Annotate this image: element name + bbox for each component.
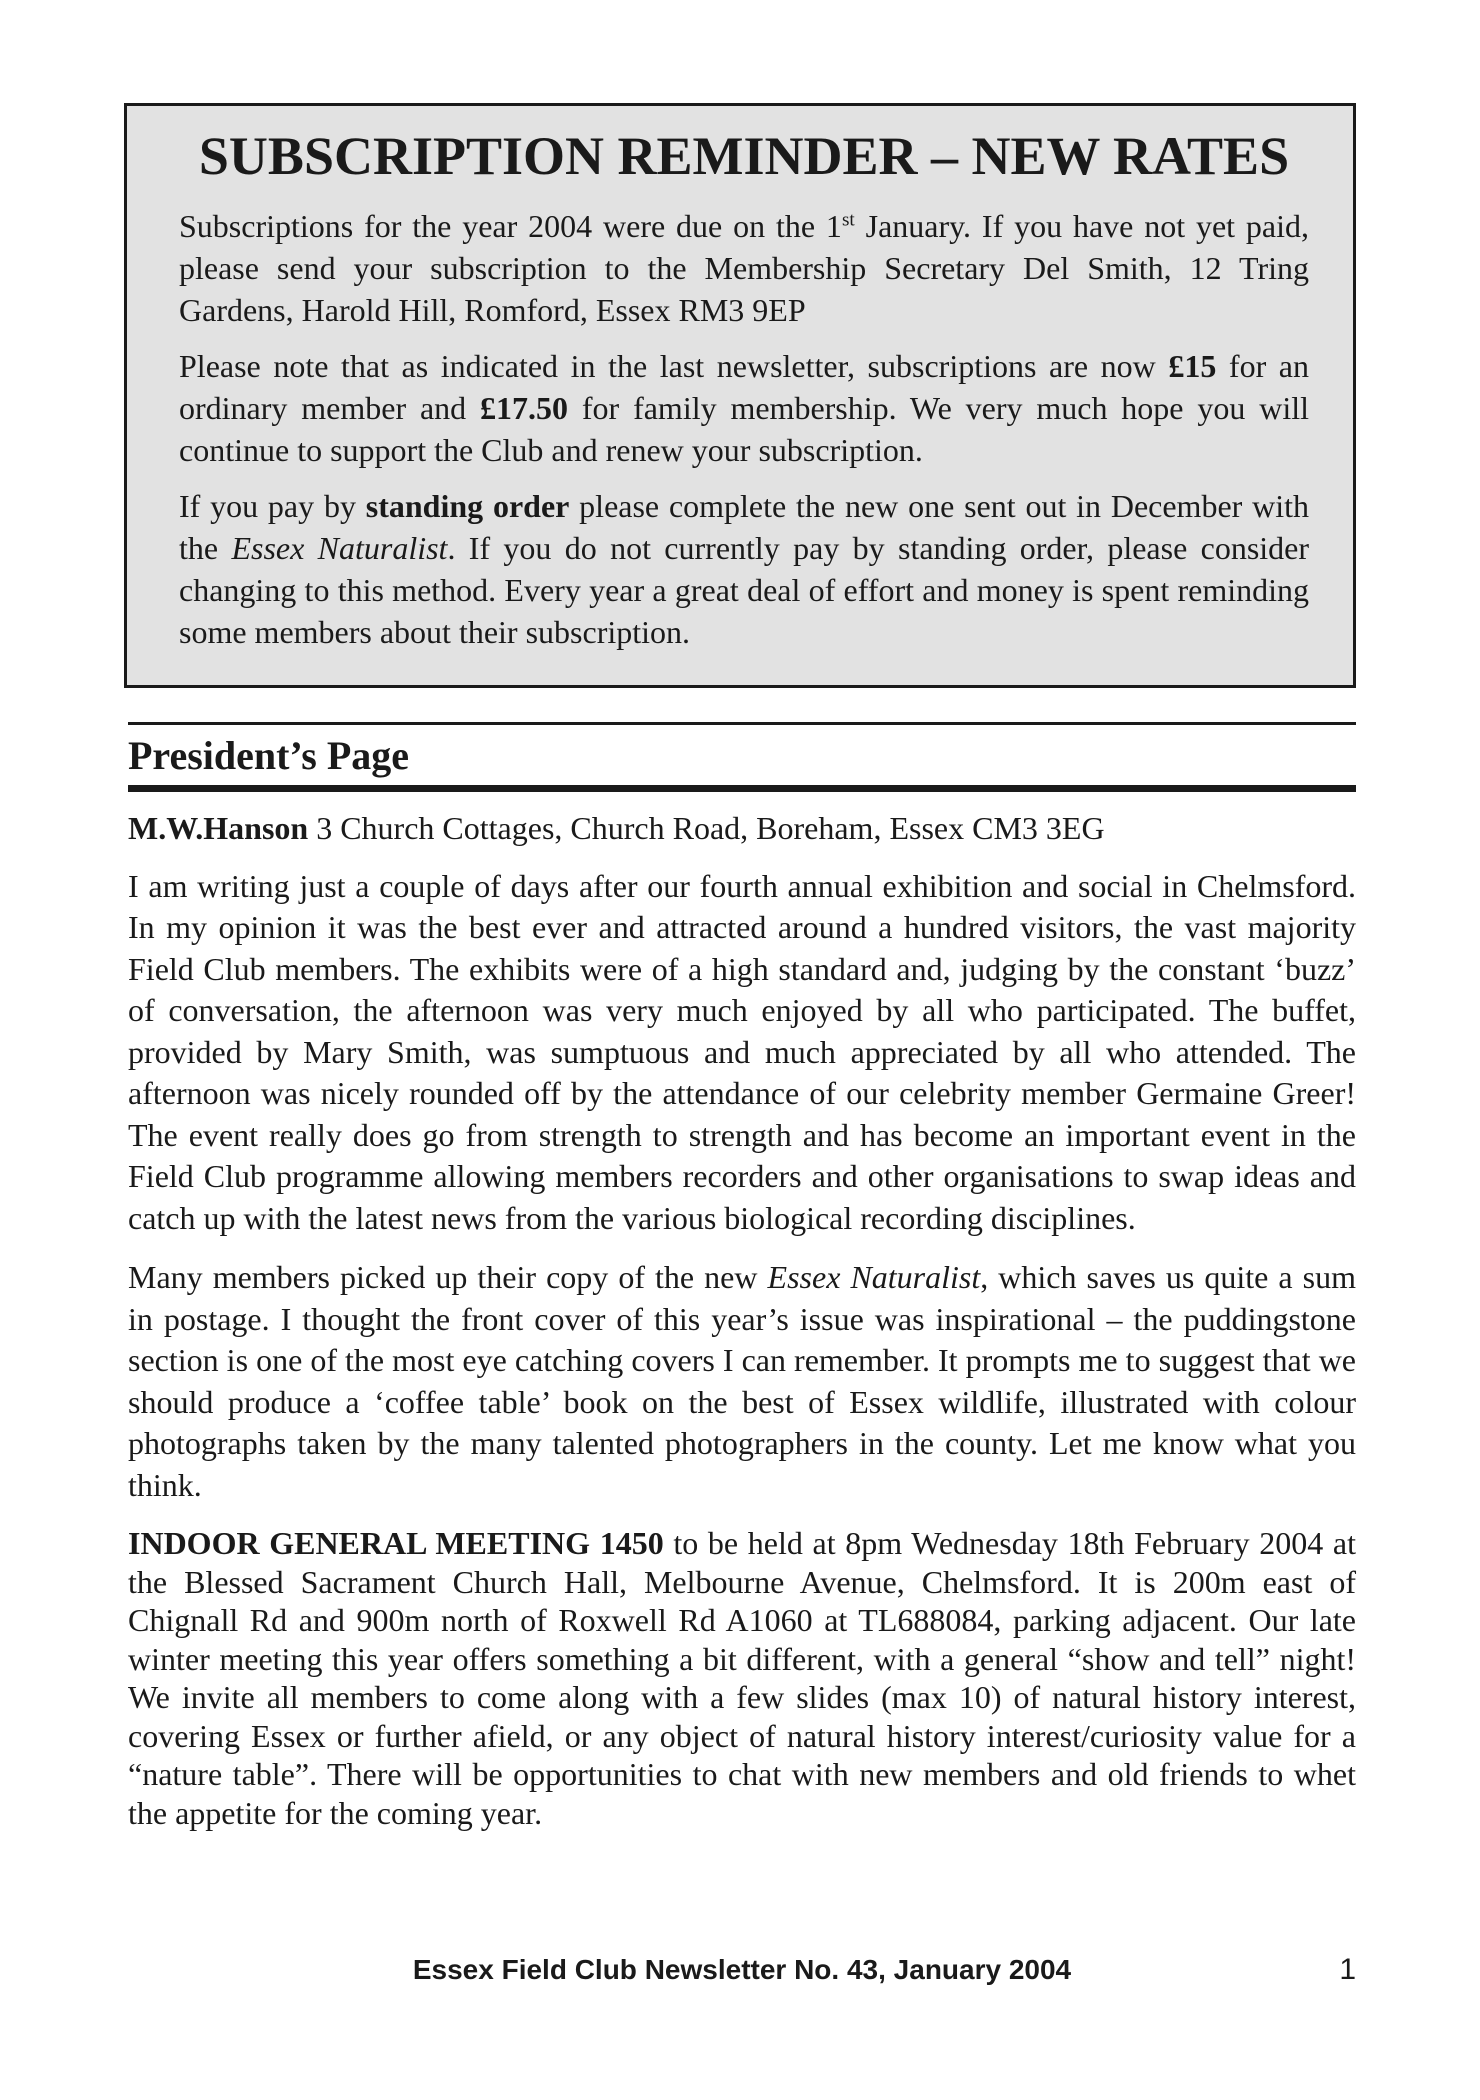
subscription-title: SUBSCRIPTION REMINDER – NEW RATES: [198, 126, 1290, 186]
author-address: M.W.Hanson 3 Church Cottages, Church Road, Boreham, Essex CM3 3EG: [128, 810, 1105, 846]
presidents-page-header: [128, 722, 1356, 792]
meeting-paragraph: INDOOR GENERAL MEETING 1450 to be held at 8pm Wednesday 18th February 2004 at the Blessed Sacrament Church Hall, Melbourne Avenue, Chelmsford. It is 200m east of Chignall Rd and 900m north of Roxwell Rd A1060 at TL688084, parking adjacent. Our late winter meeting this year offers something a bit different, with a general “show and tell” night! We invite all members to come along with a few slides (max 10) of natural history interest, covering Essex or further afield, or any object of natural history interest/curiosity value for a “nature table”. There will be opportunities to chat with new members and old friends to whet the appetite for the coming year.: [128, 1525, 1357, 1831]
presidents-page-body: [128, 808, 1356, 1850]
page-number: 1: [1339, 1953, 1356, 1986]
author-name: M.W.Hanson: [128, 810, 309, 846]
newsletter-footer-title: Essex Field Club Newsletter No. 43, January 2004: [412, 1954, 1072, 1985]
ordinary-rate: £15: [1168, 347, 1217, 384]
meeting-title: INDOOR GENERAL MEETING 1450: [128, 1525, 664, 1561]
subscription-paragraph-rates: Please note that as indicated in the last newsletter, subscriptions are now £15 for an ordinary member and £17.50 for family membership. We very much hope you will continue to support the Club and renew your subscription.: [179, 347, 1310, 468]
exhibition-paragraph: I am writing just a couple of days after our fourth annual exhibition and social in Chelmsford. In my opinion it was the best ever and attracted around a hundred visitors, the vast majority Field Club members. The exhibits were of a high standard and, judging by the constant ‘buzz’ of conversation, the afternoon was very much enjoyed by all who participated. The buffet, provided by Mary Smith, was sumptuous and much appreciated by all who attended. The afternoon was nicely rounded off by the attendance of our celebrity member Germaine Greer! The event really does go from strength to strength and has become an important event in the Field Club programme allowing members recorders and other organisations to swap ideas and catch up with the latest news from the various biological recording disciplines.: [128, 867, 1356, 1236]
heading-rule-top: [128, 722, 1356, 725]
subscription-reminder-box: [124, 103, 1356, 688]
subscription-paragraph-due: Subscriptions for the year 2004 were due on the 1st January. If you have not yet paid, please send your subscription to the Membership Secretary Del Smith, 12 Tring Gardens, Harold Hill, Romford, Essex RM3 9EP: [179, 207, 1310, 328]
family-rate: £17.50: [480, 389, 569, 426]
heading-rule-bottom: [128, 785, 1356, 792]
presidents-page-title: President’s Page: [128, 733, 410, 778]
essex-naturalist-paragraph: Many members picked up their copy of the new Essex Naturalist, which saves us quite a sum in postage. I thought the front cover of this year’s issue was inspirational – the puddingstone section is one of the most eye catching covers I can remember. It prompts me to suggest that we should produce a ‘coffee table’ book on the best of Essex wildlife, illustrated with colour photographs taken by the many talented photographers in the county. Let me know what you think.: [128, 1259, 1357, 1503]
page-footer: [128, 1950, 1356, 1990]
subscription-paragraph-standing-order: If you pay by standing order please complete the new one sent out in December with the Essex Naturalist. If you do not currently pay by standing order, please consider changing to this method. Every year a great deal of effort and money is spent reminding some members about their subscription.: [179, 487, 1310, 650]
